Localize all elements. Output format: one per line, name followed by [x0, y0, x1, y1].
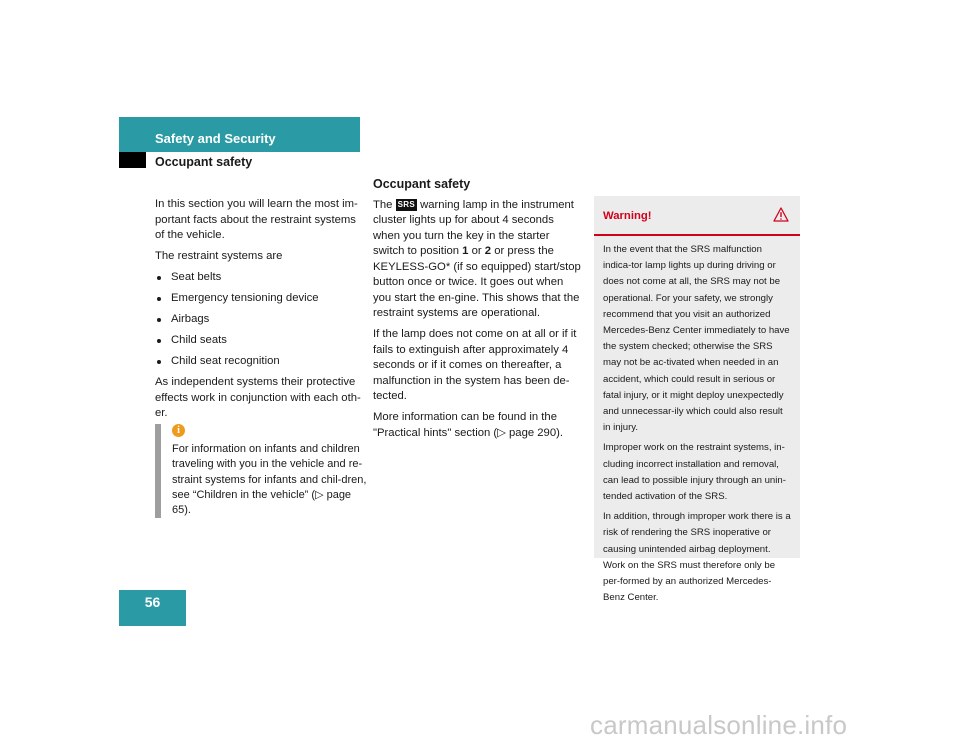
intro-paragraph: In this section you will learn the most im-portant facts about the restraint systems of the vehicle.: [155, 198, 358, 241]
warning-paragraph: Improper work on the restraint systems, in-cluding incorrect installation and removal, can lead to possible injury through an unin-tended activation of the SRS.: [603, 442, 786, 503]
left-column: [155, 197, 365, 427]
info-icon: i: [172, 424, 185, 437]
list-item-text: Child seat recognition: [171, 355, 280, 367]
systems-intro: The restraint systems are: [155, 250, 283, 262]
warning-header: [594, 196, 800, 236]
list-item: [155, 333, 365, 349]
bullet-icon: [157, 276, 161, 280]
page-number-box: [119, 590, 186, 626]
bullet-icon: [157, 297, 161, 301]
srs-lamp-paragraph: The SRS warning lamp in the instrument cluster lights up for about 4 seconds when you turn the key in the starter switch to position 1 or 2 or press the KEYLESS-GO* (if so equipped) start/stop button once or twice. It goes out when you start the en-gine. This shows that the restraint systems are operational.: [373, 198, 581, 319]
malfunction-paragraph: If the lamp does not come on at all or if it fails to extinguish after approximately 4 seconds or if it comes on thereafter, a malfunction in the system has been de-tected.: [373, 328, 577, 402]
bullet-icon: [157, 339, 161, 343]
practical-hints-paragraph: More information can be found in the "Practical hints" section (▷ page 290).: [373, 411, 564, 439]
restraint-systems-list: [155, 270, 365, 370]
list-item: [155, 312, 365, 328]
list-item-text: Emergency tensioning device: [171, 292, 319, 304]
page-number: 56: [144, 594, 161, 610]
warning-triangle-icon: [773, 207, 789, 222]
list-item-text: Airbags: [171, 313, 210, 325]
section-tab-marker: [119, 152, 146, 168]
list-item-text: Seat belts: [171, 271, 222, 283]
subsection-title: Occupant safety: [155, 155, 253, 169]
warning-paragraph: In addition, through improper work there is a risk of rendering the SRS inoperative or causing unintended airbag deployment. Work on the SRS must therefore only be per-formed by an authorized Mercedes-Benz Center.: [603, 511, 791, 604]
srs-warning-lamp-icon: SRS: [397, 199, 415, 209]
watermark: carmanualsonline.info: [590, 710, 848, 740]
closing-paragraph: As independent systems their protective effects work in conjunction with each oth-er.: [155, 376, 361, 419]
list-item: [155, 354, 365, 370]
middle-column: [373, 177, 583, 447]
bullet-icon: [157, 360, 161, 364]
warning-box: [594, 196, 800, 604]
section-title: Safety and Security: [155, 131, 276, 146]
list-item: [155, 270, 365, 286]
bullet-icon: [157, 318, 161, 322]
info-note: [155, 424, 365, 518]
list-item-text: Child seats: [171, 334, 227, 346]
list-item: [155, 291, 365, 307]
warning-body: [594, 236, 800, 606]
info-bar: [155, 424, 161, 518]
info-text: For information on infants and children traveling with you in the vehicle and re-straint systems for infants and chil-dren, see “Children in the vehicle” (▷ page 65).: [172, 443, 367, 517]
warning-title: Warning!: [603, 210, 652, 222]
warning-paragraph: In the event that the SRS malfunction indica-tor lamp lights up during driving or does not come at all, the SRS may not be operational. For your safety, we strongly recommend that you visit an authorized Mercedes-Benz Center immediately to have the system checked; otherwise the SRS may not be ac-tivated when needed in an accident, which could result in serious or fatal injury, or it might deploy unexpectedly and unnecessar-ily which could also result in injury.: [603, 244, 790, 434]
occupant-safety-heading: Occupant safety: [373, 177, 471, 191]
